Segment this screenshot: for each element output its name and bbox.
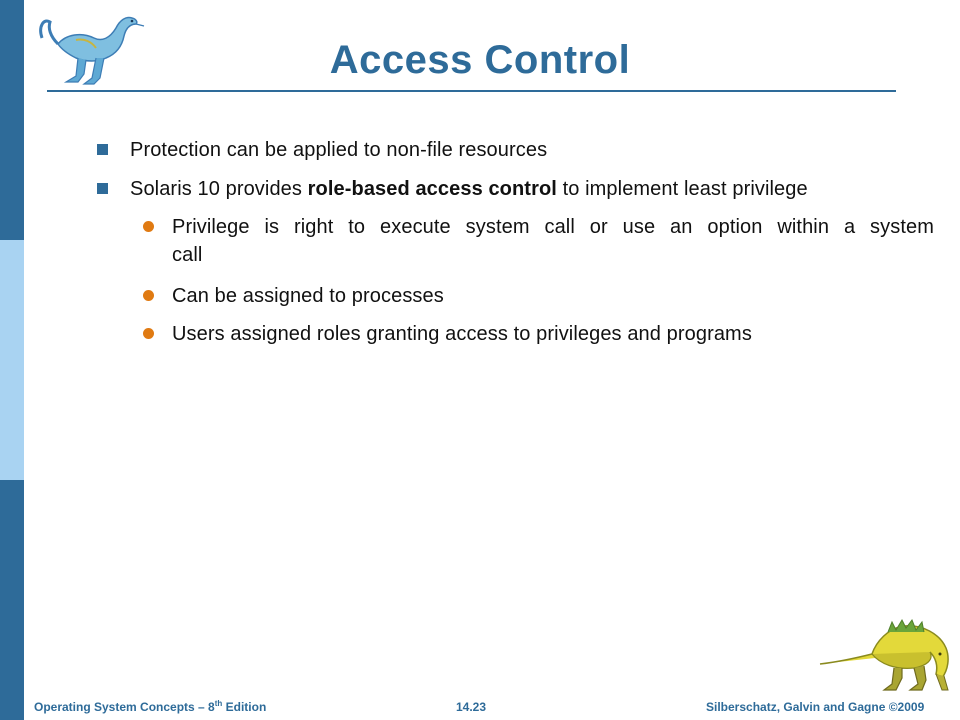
sub-bullet-item — [172, 213, 934, 269]
footer-page-number: 14.23 — [456, 700, 487, 714]
bullet-text: Protection can be applied to non-file resources — [130, 139, 548, 161]
dinosaur-footer-icon — [818, 618, 956, 694]
sub-bullet-text-line1: Privilege is right to execute system call or use an option within a system — [172, 216, 934, 238]
sub-bullet-item — [172, 320, 934, 348]
bullet-text-after: to implement least privilege — [556, 178, 808, 200]
footer-course-sup: th — [214, 699, 223, 708]
slide-title: Access Control — [329, 38, 631, 82]
sub-bullet-text: Users assigned roles granting access to privileges and programs — [172, 323, 752, 345]
bullet-item — [130, 175, 940, 203]
sub-bullet-text: Can be assigned to processes — [172, 285, 444, 307]
footer-course-edition: Edition — [222, 700, 267, 714]
footer-authors: Silberschatz, Galvin and Gagne ©2009 — [706, 700, 925, 714]
square-bullet-icon — [97, 183, 108, 194]
round-bullet-icon — [143, 290, 154, 301]
round-bullet-icon — [143, 328, 154, 339]
footer-course-title — [34, 699, 266, 715]
round-bullet-icon — [143, 221, 154, 232]
bullet-item — [130, 136, 940, 164]
bullet-text-bold: role-based access control — [307, 178, 557, 200]
square-bullet-icon — [97, 144, 108, 155]
footer-course-text: Operating System Concepts – 8 — [34, 700, 215, 714]
sub-bullet-text-line2: call — [172, 244, 203, 266]
bullet-text-before: Solaris 10 provides — [130, 178, 308, 200]
sub-bullet-item — [172, 282, 934, 310]
